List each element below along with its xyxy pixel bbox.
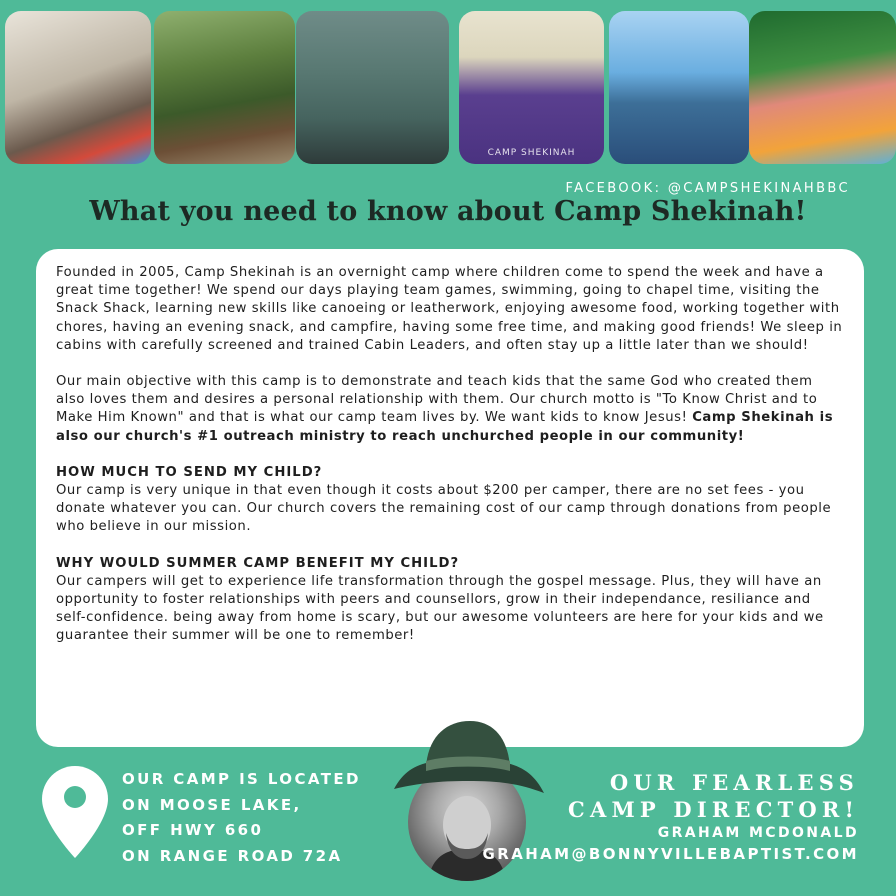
- location-line-3: OFF HWY 660: [122, 821, 264, 839]
- bucket-hat-icon: [388, 713, 548, 805]
- photo-group: [749, 11, 896, 164]
- facebook-handle: FACEBOOK: @CAMPSHEKINAHBBC: [565, 181, 850, 196]
- director-heading: [568, 769, 859, 823]
- page-title: What you need to know about Camp Shekinah!: [89, 196, 807, 227]
- location-line-4: ON RANGE ROAD 72A: [122, 846, 343, 865]
- director-email-link[interactable]: GRAHAM@BONNYVILLEBAPTIST.COM: [482, 845, 859, 863]
- photo-snack-shack: [5, 11, 151, 164]
- info-card: [36, 249, 864, 747]
- director-name: GRAHAM MCDONALD: [657, 825, 859, 841]
- benefit-paragraph: Our campers will get to experience life transformation through the gospel message. Plus, they will have an opportunity to foster relationships with peers and counsellors, grow in their independance, resiliance and self-confidence. being away from home is scary, but our awesome volunteers are here for your kids and we guarantee their summer will be one to remember!: [56, 573, 824, 644]
- objective-paragraph: [56, 373, 844, 446]
- photo-lifejacket: [609, 11, 749, 164]
- map-pin-icon: [42, 766, 108, 858]
- benefit-heading: WHY WOULD SUMMER CAMP BENEFIT MY CHILD?: [56, 555, 460, 571]
- objective-bold-text: Camp Shekinah is also our church's #1 outreach ministry to reach unchurched people in our community!: [56, 410, 834, 444]
- intro-paragraph: Founded in 2005, Camp Shekinah is an overnight camp where children come to spend the week and have a great time together! We spend our days playing team games, swimming, going to chapel time, visiting the Snack Shack, learning new skills like canoeing or leatherwork, enjoying awesome food, working together with chores, having an evening snack, and campfire, having some free time, and making good friends! We sleep in cabins with carefully screened and trained Cabin Leaders, and often stay up a little later than we should!: [56, 265, 843, 353]
- photo-shirt-text: CAMP SHEKINAH: [487, 148, 576, 158]
- cost-heading: HOW MUCH TO SEND MY CHILD?: [56, 464, 323, 480]
- photo-camper-tshirt: [459, 11, 604, 164]
- director-heading-line-2: CAMP DIRECTOR!: [568, 797, 859, 822]
- location-text: [122, 767, 361, 869]
- objective-text: Our main objective with this camp is to demonstrate and teach kids that the same God who created them also loves them and desires a personal relationship with them. Our church motto is "To Know Christ and to Make Him Known" and that is what our camp team lives by. We want kids to know Jesus!: [56, 374, 818, 426]
- photo-baptism-lake: [296, 11, 449, 164]
- director-heading-line-1: OUR FEARLESS: [609, 770, 859, 795]
- location-line-2: ON MOOSE LAKE,: [122, 795, 302, 814]
- cost-paragraph: Our camp is very unique in that even though it costs about $200 per camper, there are no set fees - you donate whatever you can. Our church covers the remaining cost of our camp through donations from people who believe in our mission.: [56, 483, 832, 535]
- photo-horseback: [154, 11, 295, 164]
- location-line-1: OUR CAMP IS LOCATED: [122, 770, 361, 788]
